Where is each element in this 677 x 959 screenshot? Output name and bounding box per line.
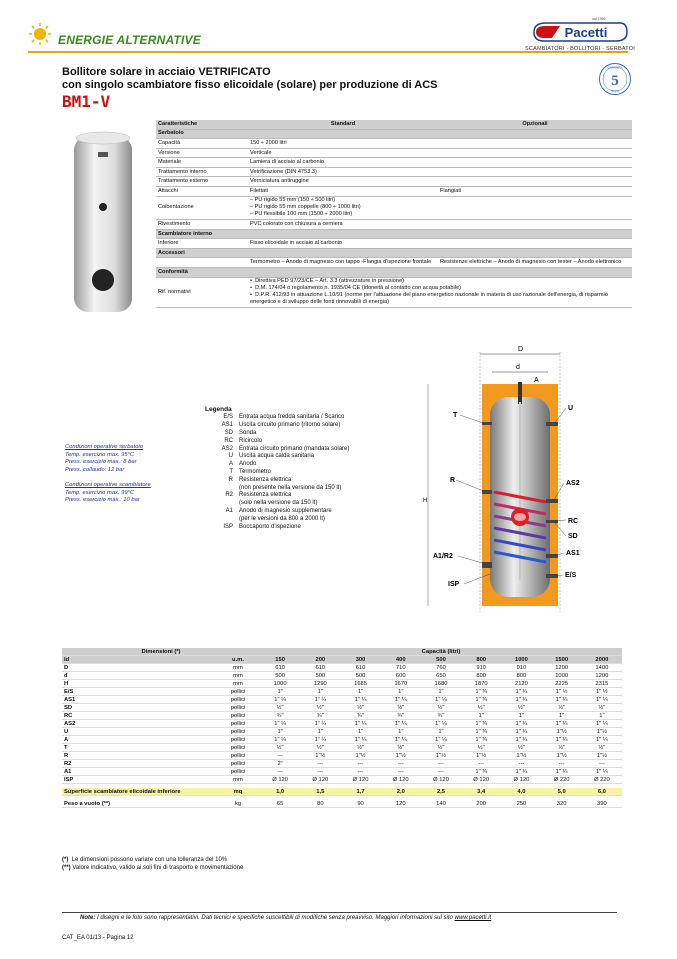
table-cell: 1"½ <box>461 752 501 760</box>
table-cell: 1" <box>340 688 380 696</box>
table-cell: ½" <box>381 704 421 712</box>
conditions-exchanger-title: Condizioni operative scambiatore <box>65 482 151 489</box>
table-cell: 910 <box>501 664 541 672</box>
table-cell: --- <box>582 760 622 768</box>
table-cell: 1" ¼ <box>300 720 340 728</box>
table-row: Attacchi Filettati Flangiati <box>156 187 632 197</box>
table-cell: 2,5 <box>421 788 461 796</box>
dims-header-row-2 <box>62 656 622 664</box>
table-row <box>62 712 622 720</box>
spec-section-exchanger: Scambiatore interno <box>156 229 632 239</box>
label-R: R <box>450 477 456 484</box>
row-unit: pollici <box>216 760 260 768</box>
footer-divider <box>62 912 617 913</box>
table-cell: 1" ¼ <box>542 696 582 704</box>
notes: (*) Le dimensioni possono variare con una tolleranza del 10% (**) Valore indicativo, valido ai soli fini di trasporto e movimentazione <box>62 857 244 872</box>
table-cell: 1" ¼ <box>260 720 300 728</box>
table-cell: 2225 <box>542 680 582 688</box>
boiler-photo <box>72 130 134 316</box>
row-id: RC <box>62 712 216 720</box>
table-cell: 1" ¼ <box>461 688 501 696</box>
table-cell: 610 <box>300 664 340 672</box>
label-T: T <box>453 412 458 419</box>
sun-icon <box>28 22 52 46</box>
table-row <box>62 800 622 808</box>
table-cell: 4,0 <box>501 788 541 796</box>
table-cell: 610 <box>340 664 380 672</box>
table-cell: --- <box>340 760 380 768</box>
table-cell: 1" ¼ <box>542 720 582 728</box>
label-ISP: ISP <box>448 581 460 588</box>
table-row: Coibentazione – PU rigido 55 mm (150 ÷ 500 litri) – PU rigido 55 mm coppelle (800 ÷ 1000 litri) – PU flessibile 100 mm (1500 ÷ 2000 litri) <box>156 196 632 220</box>
table-cell: 1"½ <box>300 752 340 760</box>
table-cell: 760 <box>421 664 461 672</box>
row-id: E/S <box>62 688 216 696</box>
row-id: Peso a vuoto (**) <box>62 800 216 808</box>
legend-item: AS2 Entrata circuito primario (mandata solare) <box>221 445 350 452</box>
table-row <box>62 664 622 672</box>
row-id: U <box>62 728 216 736</box>
table-row <box>62 760 622 768</box>
table-cell: 1" ¼ <box>461 768 501 776</box>
label-d: d <box>516 364 520 371</box>
dims-header-capacity: 800 <box>461 656 501 664</box>
table-row <box>62 744 622 752</box>
legend-item: AS1 Uscita circuito primario (ritorno solare) <box>221 422 341 429</box>
row-id: AS2 <box>62 720 216 728</box>
table-cell: 1" ¼ <box>300 696 340 704</box>
row-id: d <box>62 672 216 680</box>
table-cell: ½" <box>300 744 340 752</box>
table-cell: 1" <box>381 688 421 696</box>
table-row <box>62 696 622 704</box>
table-cell: 1200 <box>542 664 582 672</box>
table-cell: 500 <box>300 672 340 680</box>
table-cell: 1290 <box>300 680 340 688</box>
table-cell: 1"½ <box>501 752 541 760</box>
table-cell: 1" ¼ <box>381 720 421 728</box>
row-unit: mm <box>216 672 260 680</box>
page-number: CAT_EA 01/13 - Pagina 12 <box>62 935 134 941</box>
label-A: A <box>534 377 539 384</box>
table-row: Versione Verticale <box>156 148 632 158</box>
table-cell: 2,0 <box>381 788 421 796</box>
table-cell: 1" ¼ <box>260 696 300 704</box>
row-unit: mm <box>216 776 260 784</box>
table-cell: ½" <box>421 744 461 752</box>
table-cell: 1" ¼ <box>260 736 300 744</box>
dims-header-capacity: 1000 <box>501 656 541 664</box>
table-cell: 1"½ <box>421 752 461 760</box>
table-cell: --- <box>300 768 340 776</box>
pacetti-logo <box>530 16 630 46</box>
table-cell: 1" <box>501 712 541 720</box>
table-cell: ½" <box>260 744 300 752</box>
spec-header-features: Caratteristiche <box>156 120 248 129</box>
dims-header-capacity: 300 <box>340 656 380 664</box>
table-cell: 1" <box>260 728 300 736</box>
table-cell: Ø 120 <box>461 776 501 784</box>
table-cell: ¾" <box>300 712 340 720</box>
table-row: Trattamento esterno Verniciatura antiruggine <box>156 177 632 187</box>
table-row: Termometro – Anodo di magnesio con tappo -Flangia d'ispezione frontale Resistenze elettriche – Anodo di magnesio con tester – Anodo elettronico <box>156 258 632 268</box>
table-row: Inferiore Fisso elicoidale in acciaio al carbonio <box>156 239 632 249</box>
table-cell: 1" ¼ <box>461 696 501 704</box>
table-row <box>62 776 622 784</box>
logo-since: dal 1966 <box>592 17 606 21</box>
label-H: H <box>423 498 428 504</box>
table-cell: 1400 <box>582 664 622 672</box>
table-cell: ½" <box>340 744 380 752</box>
label-AS1: AS1 <box>566 550 580 557</box>
table-cell: 1,5 <box>300 788 340 796</box>
row-id: D <box>62 664 216 672</box>
table-cell: 6,0 <box>582 788 622 796</box>
row-id: AS1 <box>62 696 216 704</box>
table-row: Trattamento interno Vetrificazione (DIN 4753.3) <box>156 167 632 177</box>
legend-item: R Resistenza elettrica <box>228 476 292 483</box>
table-cell: ½" <box>300 704 340 712</box>
table-cell: Ø 120 <box>501 776 541 784</box>
row-unit: pollici <box>216 696 260 704</box>
table-cell: --- <box>501 760 541 768</box>
table-cell: 1" <box>542 712 582 720</box>
table-cell: 1" ¼ <box>340 736 380 744</box>
row-id: R <box>62 752 216 760</box>
table-cell: 1" <box>381 728 421 736</box>
table-cell: --- <box>421 760 461 768</box>
table-cell: 1" <box>421 728 461 736</box>
table-cell: 1"½ <box>542 728 582 736</box>
table-cell: 1"½ <box>340 752 380 760</box>
table-cell: 1" <box>300 688 340 696</box>
legend-item: SD Sonda <box>224 430 257 437</box>
table-cell: 5,0 <box>542 788 582 796</box>
table-cell: Ø 220 <box>542 776 582 784</box>
table-cell: --- <box>260 768 300 776</box>
row-unit: mm <box>216 680 260 688</box>
legend-item: (non presente nella versione da 150 lt) <box>239 484 342 491</box>
table-cell: ½" <box>421 704 461 712</box>
spec-section-tank: Serbatoio <box>156 129 632 139</box>
row-unit: pollici <box>216 728 260 736</box>
table-cell: 1" ¼ <box>582 696 622 704</box>
table-cell: ¾" <box>381 712 421 720</box>
table-cell: ½" <box>542 704 582 712</box>
table-cell: 1" ¼ <box>501 696 541 704</box>
logo-subtitle: SCAMBIATORI · BOLLITORI · SERBATOI <box>525 46 635 52</box>
legend <box>205 406 349 531</box>
table-cell: 1" ¼ <box>542 768 582 776</box>
table-cell: 1" ¼ <box>340 720 380 728</box>
table-cell: 710 <box>381 664 421 672</box>
table-cell: 1" ¼ <box>300 736 340 744</box>
table-cell: --- <box>260 752 300 760</box>
table-cell: 1680 <box>421 680 461 688</box>
warranty-number: 5 <box>611 73 619 89</box>
table-cell: Ø 120 <box>340 776 380 784</box>
table-cell: 1"½ <box>381 752 421 760</box>
table-cell: ½" <box>501 744 541 752</box>
table-cell: 1" ¼ <box>501 736 541 744</box>
warranty-bottom: ANNI <box>611 89 619 93</box>
table-cell: ½" <box>582 704 622 712</box>
legend-item: (solo nella versione da 150 lt) <box>239 500 318 507</box>
legend-item: T Termometro <box>229 469 272 476</box>
dims-header-id: Id <box>62 656 216 664</box>
table-cell: 1" ¼ <box>501 728 541 736</box>
brand-title: ENERGIE ALTERNATIVE <box>58 33 201 47</box>
row-id: A1 <box>62 768 216 776</box>
dims-header-capacity: 150 <box>260 656 300 664</box>
table-cell: 500 <box>260 672 300 680</box>
warranty-badge-icon <box>598 62 632 96</box>
table-cell: 1" ¼ <box>421 696 461 704</box>
table-cell: 250 <box>501 800 541 808</box>
label-ES: E/S <box>565 572 577 579</box>
table-cell: 1" ¼ <box>461 720 501 728</box>
row-id: H <box>62 680 216 688</box>
dims-header-capacity: 400 <box>381 656 421 664</box>
spec-header-row <box>156 120 632 129</box>
table-row <box>62 704 622 712</box>
table-cell: 1" <box>260 688 300 696</box>
table-row <box>62 720 622 728</box>
table-cell: --- <box>300 760 340 768</box>
table-cell: 1" ¼ <box>501 768 541 776</box>
warranty-top: GARANZIA <box>607 65 623 70</box>
spec-section-compliance: Conformità <box>156 268 632 278</box>
footer-note: Note: I disegni e le foto sono rappresentativi. Dati tecnici e specifiche suscettibili di modifiche senza preavviso. Maggiori informazioni sul sito www.pacetti.it <box>80 915 492 921</box>
table-cell: 1" ¼ <box>582 720 622 728</box>
table-cell: 500 <box>340 672 380 680</box>
table-cell: 1000 <box>260 680 300 688</box>
table-cell: 1" ¼ <box>381 696 421 704</box>
row-unit: kg <box>216 800 260 808</box>
row-id: T <box>62 744 216 752</box>
table-cell: 140 <box>421 800 461 808</box>
table-cell: 1" <box>300 728 340 736</box>
dims-header-row-1 <box>62 648 622 656</box>
table-cell: 1" <box>461 712 501 720</box>
legend-item: A1 Anodo di magnesio supplementare <box>225 508 332 514</box>
table-cell: --- <box>340 768 380 776</box>
boiler-cross-section-diagram <box>420 342 600 612</box>
legend-item: (per le versioni da 800 a 2000 lt) <box>239 515 326 522</box>
table-cell: 1,0 <box>260 788 300 796</box>
table-cell: 610 <box>260 664 300 672</box>
table-row <box>62 736 622 744</box>
table-cell: ½" <box>461 744 501 752</box>
table-cell: ¾" <box>421 712 461 720</box>
table-cell: 80 <box>300 800 340 808</box>
table-cell: ½" <box>501 704 541 712</box>
table-cell: 1"½ <box>542 752 582 760</box>
table-row <box>62 768 622 776</box>
logo-text: Pacetti <box>564 25 608 40</box>
table-cell: ½" <box>582 744 622 752</box>
table-cell: 1" ½ <box>542 688 582 696</box>
table-cell: ½" <box>542 744 582 752</box>
row-id: R2 <box>62 760 216 768</box>
table-cell: ½" <box>461 704 501 712</box>
dims-header-um: u.m. <box>216 656 260 664</box>
table-cell: Ø 120 <box>260 776 300 784</box>
table-cell: 1" ¼ <box>582 768 622 776</box>
dims-capacity-title: Capacità (litri) <box>260 648 622 656</box>
legend-item: A Anodo <box>228 461 257 468</box>
table-cell: ¾" <box>340 712 380 720</box>
table-cell: 650 <box>421 672 461 680</box>
row-unit: pollici <box>216 688 260 696</box>
table-cell: 1" ¼ <box>421 736 461 744</box>
dims-header-capacity: 500 <box>421 656 461 664</box>
table-cell: Ø 120 <box>381 776 421 784</box>
label-RC: RC <box>568 518 579 525</box>
table-cell: 1" ¼ <box>421 720 461 728</box>
label-D: D <box>518 346 524 353</box>
row-id: Superficie scambiatore elicoidale inferiore <box>62 788 216 796</box>
table-cell: 1" <box>340 728 380 736</box>
table-cell: --- <box>381 760 421 768</box>
row-unit: pollici <box>216 752 260 760</box>
table-cell: --- <box>381 768 421 776</box>
table-cell: 2" <box>260 760 300 768</box>
legend-item: ISP Boccaporto d'ispezione <box>223 523 301 530</box>
row-unit: pollici <box>216 712 260 720</box>
table-row: Rif. normativi • Direttiva PED 97/23/CE – Art. 3.3 (attrezzature in pressione) • D.M. 174/04 o regolamento n. 1935/04 CE (idoneità al contatto con acqua potabile) • D.P.R. 412/93 in attuazione L.10/91 (norme per l'attuazione del piano energetico nazionale in materia di uso razionale dell'energia, di risparmio energetico e di sviluppo delle fonti rinnovabili di energia) <box>156 277 632 308</box>
table-cell: 320 <box>542 800 582 808</box>
label-AS2: AS2 <box>566 480 580 487</box>
spec-header-optional: Opzionali <box>438 120 632 129</box>
table-cell: 800 <box>501 672 541 680</box>
product-model: BM1-V <box>62 92 111 111</box>
table-cell: ½" <box>381 744 421 752</box>
table-cell: 1" ¼ <box>461 728 501 736</box>
table-cell: 1" ¼ <box>461 736 501 744</box>
table-cell: 65 <box>260 800 300 808</box>
table-cell: 1" ½ <box>582 688 622 696</box>
spec-table <box>156 120 632 308</box>
row-unit: pollici <box>216 744 260 752</box>
table-cell: 390 <box>582 800 622 808</box>
table-cell: 1685 <box>340 680 380 688</box>
table-row: Capacità 150 ÷ 2000 litri <box>156 139 632 149</box>
dims-header-capacity: 200 <box>300 656 340 664</box>
table-cell: --- <box>461 760 501 768</box>
table-row: Materiale Lamiera di acciaio al carbonio <box>156 158 632 168</box>
row-id: ISP <box>62 776 216 784</box>
table-cell: 1870 <box>461 680 501 688</box>
label-SD: SD <box>568 533 578 540</box>
table-cell: Ø 120 <box>421 776 461 784</box>
table-cell: 90 <box>340 800 380 808</box>
legend-title: Legenda <box>205 406 232 413</box>
table-cell: Ø 120 <box>300 776 340 784</box>
table-cell: 120 <box>381 800 421 808</box>
table-cell: --- <box>421 768 461 776</box>
product-title-line1: Bollitore solare in acciaio VETRIFICATO <box>62 66 271 78</box>
table-cell: 1" ¼ <box>501 688 541 696</box>
table-cell: ½" <box>340 704 380 712</box>
table-cell: 1" <box>421 688 461 696</box>
legend-item: RC Ricircolo <box>224 437 263 444</box>
table-cell: 200 <box>461 800 501 808</box>
site-link[interactable]: www.pacetti.it <box>454 915 492 921</box>
row-unit: pollici <box>216 736 260 744</box>
table-cell: 1"½ <box>582 728 622 736</box>
table-row <box>62 672 622 680</box>
row-unit: pollici <box>216 704 260 712</box>
table-cell: 1" <box>582 712 622 720</box>
spec-header-standard: Standard <box>248 120 438 129</box>
table-cell: 1" ¼ <box>501 720 541 728</box>
dims-title: Dimensioni (*) <box>62 648 260 656</box>
table-cell: 910 <box>461 664 501 672</box>
table-cell: 1" ¼ <box>582 736 622 744</box>
table-cell: ½" <box>260 704 300 712</box>
label-A1R2: A1/R2 <box>433 553 453 560</box>
row-unit: mq <box>216 788 260 796</box>
spec-section-accessories: Accessori <box>156 248 632 258</box>
table-row <box>62 680 622 688</box>
dims-header-capacity: 2000 <box>582 656 622 664</box>
product-title-line2: con singolo scambiatore fisso elicoidale (solare) per produzione di ACS <box>62 79 438 91</box>
row-unit: pollici <box>216 720 260 728</box>
table-row <box>62 688 622 696</box>
row-unit: pollici <box>216 768 260 776</box>
table-cell: 3,4 <box>461 788 501 796</box>
table-cell: --- <box>542 760 582 768</box>
row-id: SD <box>62 704 216 712</box>
table-row <box>62 788 622 796</box>
row-unit: mm <box>216 664 260 672</box>
table-cell: 1,7 <box>340 788 380 796</box>
table-row <box>62 728 622 736</box>
table-cell: 1200 <box>582 672 622 680</box>
table-cell: 600 <box>381 672 421 680</box>
operating-conditions: Condizioni operative serbatoio Temp. esercizio max. 95°C Press. esercizio max.: 8 bar Press. collaudo: 12 bar Condizioni operative scambiatore Temp. esercizio max. 99°C Press. esercizio max.: 10 bar <box>65 444 151 504</box>
table-cell: 2315 <box>582 680 622 688</box>
legend-item: E/S Entrata acqua fredda sanitaria / Scarico <box>223 414 345 421</box>
table-cell: 1" ¼ <box>381 736 421 744</box>
conditions-tank-title: Condizioni operative serbatoio <box>65 444 143 450</box>
table-cell: 1"½ <box>582 752 622 760</box>
dimensions-table <box>62 648 622 808</box>
table-row <box>62 752 622 760</box>
table-row: Rivestimento PVC colorato con chiusura a cerniera <box>156 220 632 230</box>
table-cell: 1000 <box>542 672 582 680</box>
table-cell: Ø 220 <box>582 776 622 784</box>
dims-header-capacity: 1500 <box>542 656 582 664</box>
table-cell: 1" ¼ <box>542 736 582 744</box>
table-cell: 1" ¼ <box>340 696 380 704</box>
table-cell: ¾" <box>260 712 300 720</box>
legend-item: R2 Resistenza elettrica <box>225 492 292 499</box>
legend-item: U Uscita acqua calda sanitaria <box>228 453 315 460</box>
table-cell: 1670 <box>381 680 421 688</box>
table-cell: 800 <box>461 672 501 680</box>
table-cell: 2120 <box>501 680 541 688</box>
label-U: U <box>568 405 574 412</box>
row-id: A <box>62 736 216 744</box>
